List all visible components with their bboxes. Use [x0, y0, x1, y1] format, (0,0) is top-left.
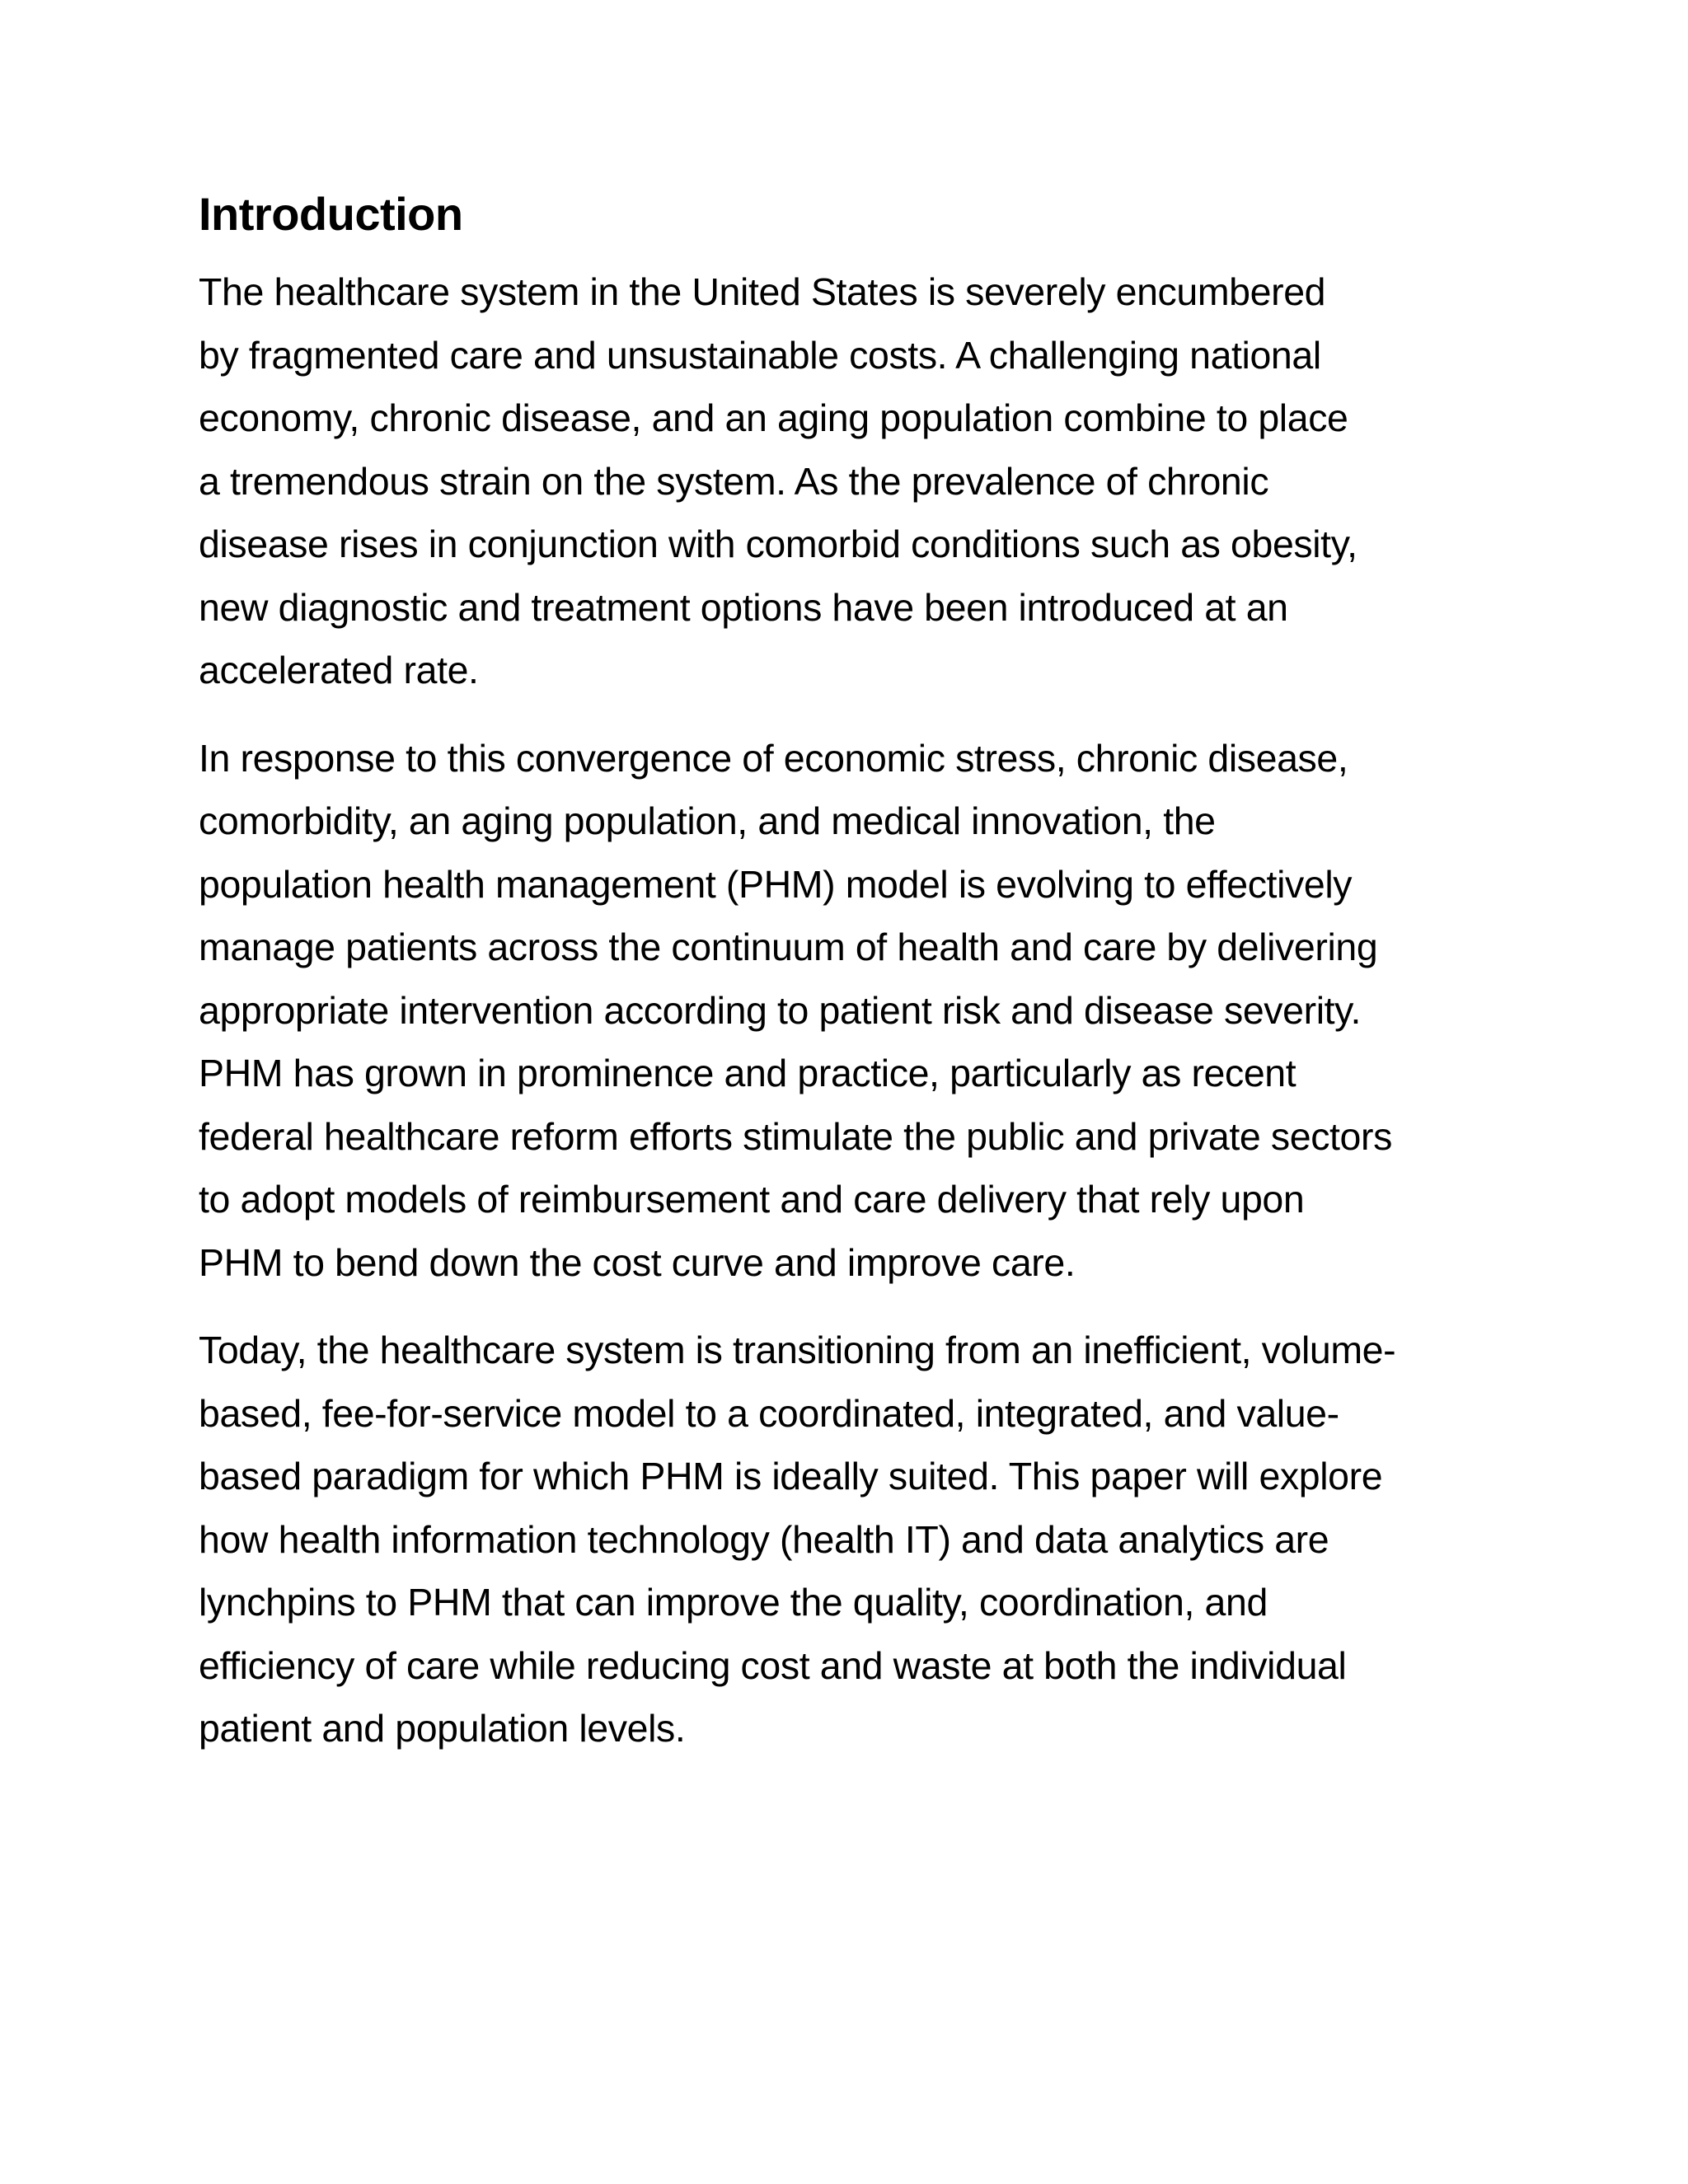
paragraph-line: PHM to bend down the cost curve and improve care.: [199, 1240, 1076, 1284]
paragraph-line: manage patients across the continuum of health and care by delivering: [199, 926, 1378, 968]
paragraph-line: based paradigm for which PHM is ideally suited. This paper will explore: [199, 1455, 1383, 1497]
paragraph-line: to adopt models of reimbursement and care delivery that rely upon: [199, 1178, 1305, 1221]
paragraph-line: patient and population levels.: [199, 1707, 686, 1750]
paragraph-line: efficiency of care while reducing cost and waste at both the individual: [199, 1643, 1347, 1687]
paragraph-line: appropriate intervention according to patient risk and disease severity.: [199, 988, 1362, 1032]
paragraph-3: [199, 1319, 1517, 1760]
paragraph-line: comorbidity, an aging population, and medical innovation, the: [199, 799, 1216, 842]
paragraph-line: The healthcare system in the United States is severely encumbered: [199, 270, 1326, 313]
paragraph-line: federal healthcare reform efforts stimulate the public and private sectors: [199, 1114, 1392, 1158]
paragraph-line: lynchpins to PHM that can improve the quality, coordination, and: [199, 1581, 1268, 1624]
paragraph-line: based, fee-for-service model to a coordinated, integrated, and value-: [199, 1391, 1339, 1435]
paragraph-line: population health management (PHM) model is evolving to effectively: [199, 862, 1353, 906]
paragraph-line: economy, chronic disease, and an aging population combine to place: [199, 396, 1348, 439]
paragraph-line: accelerated rate.: [199, 649, 479, 691]
paragraph-line: a tremendous strain on the system. As the prevalence of chronic: [199, 459, 1269, 503]
paragraph-line: new diagnostic and treatment options have been introduced at an: [199, 585, 1288, 629]
paragraph-line: In response to this convergence of economic stress, chronic disease,: [199, 736, 1348, 780]
paragraph-line: how health information technology (health IT) and data analytics are: [199, 1517, 1329, 1561]
paragraph-2: [199, 727, 1517, 1295]
paragraph-line: PHM has grown in prominence and practice, particularly as recent: [199, 1052, 1296, 1094]
document-page: [199, 185, 1517, 1785]
section-heading: Introduction: [199, 188, 463, 240]
paragraph-1: [199, 260, 1517, 702]
paragraph-line: Today, the healthcare system is transitioning from an inefficient, volume-: [199, 1329, 1396, 1371]
paragraph-line: by fragmented care and unsustainable costs. A challenging national: [199, 333, 1321, 377]
paragraph-line: disease rises in conjunction with comorbid conditions such as obesity,: [199, 523, 1357, 565]
